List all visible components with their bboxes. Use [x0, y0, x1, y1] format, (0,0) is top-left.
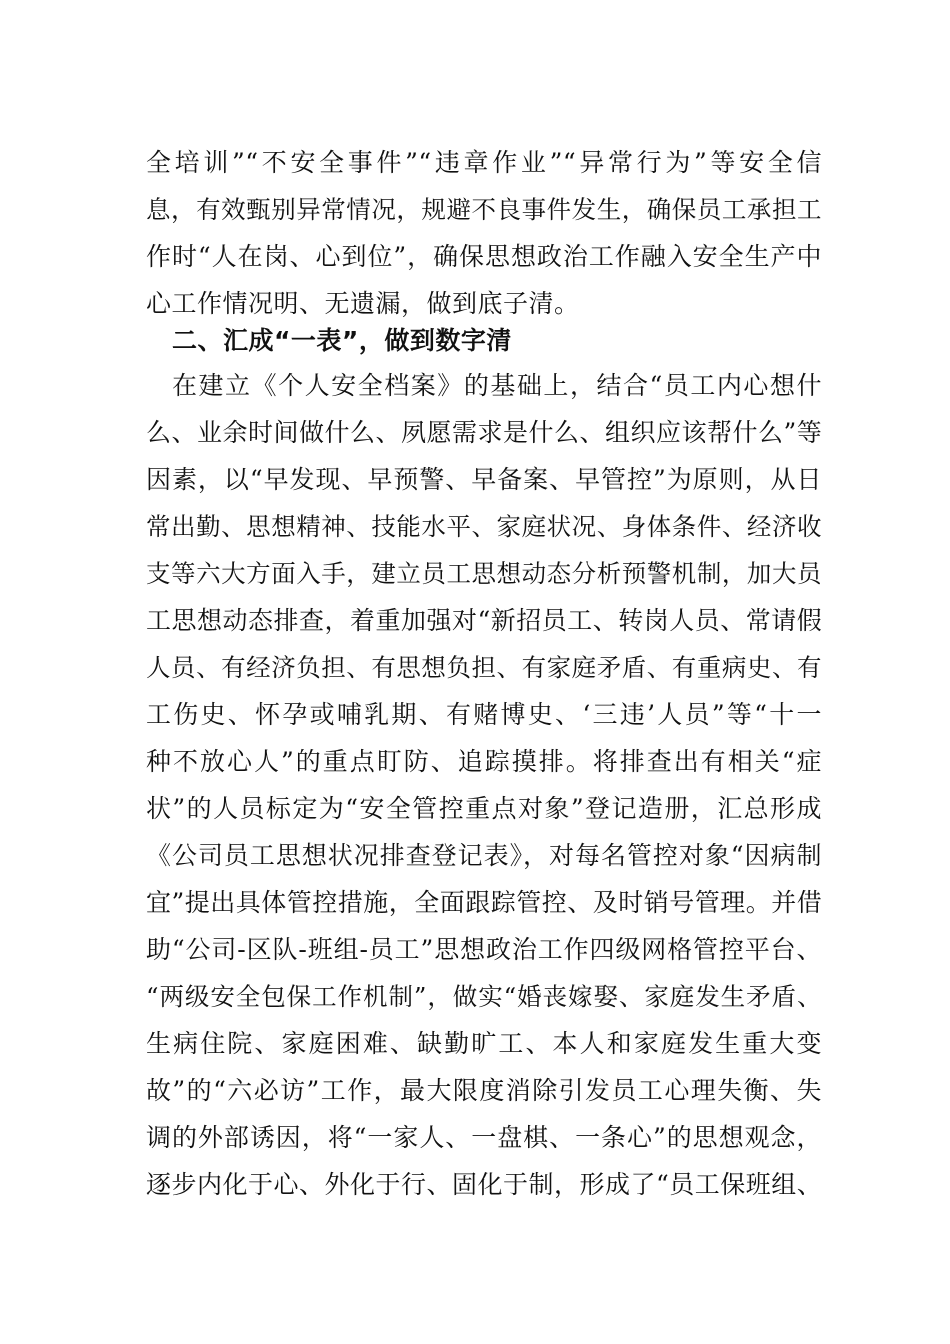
paragraph-2-line-16: 故”的“六必访”工作，最大限度消除引发员工心理失衡、失	[146, 1076, 822, 1105]
paragraph-2-line-2: 么、业余时间做什么、夙愿需求是什么、组织应该帮什么”等	[146, 418, 823, 447]
paragraph-2-line-10: 状”的人员标定为“安全管控重点对象”登记造册，汇总形成	[146, 794, 822, 823]
paragraph-2-line-3: 因素，以“早发现、早预警、早备案、早管控”为原则，从日	[146, 465, 822, 494]
paragraph-2-line-1: 在建立《个人安全档案》的基础上，结合“员工内心想什	[172, 371, 822, 400]
paragraph-2-line-11: 《公司员工思想状况排查登记表》，对每名管控对象“因病制	[146, 841, 822, 870]
paragraph-1-line-4: 心工作情况明、无遗漏，做到底子清。	[146, 289, 580, 318]
paragraph-2-line-12: 宜”提出具体管控措施，全面跟踪管控、及时销号管理。并借	[146, 888, 823, 917]
paragraph-1-line-2: 息，有效甄别异常情况，规避不良事件发生，确保员工承担工	[146, 195, 822, 224]
paragraph-2-line-17: 调的外部诱因，将“一家人、一盘棋、一条心”的思想观念，	[146, 1123, 822, 1152]
paragraph-2-line-18: 逐步内化于心、外化于行、固化于制，形成了“员工保班组、	[146, 1170, 823, 1199]
paragraph-2-line-15: 生病住院、家庭困难、缺勤旷工、本人和家庭发生重大变	[146, 1029, 822, 1058]
paragraph-2-line-6: 工思想动态排查，着重加强对“新招员工、转岗人员、常请假	[146, 606, 823, 635]
paragraph-2-line-4: 常出勤、思想精神、技能水平、家庭状况、身体条件、经济收	[146, 512, 822, 541]
paragraph-2-line-14: “两级安全包保工作机制”，做实“婚丧嫁娶、家庭发生矛盾、	[146, 982, 822, 1011]
paragraph-1-line-1: 全培训”“不安全事件”“违章作业”“异常行为”等安全信	[146, 148, 822, 177]
paragraph-1-line-3: 作时“人在岗、心到位”，确保思想政治工作融入安全生产中	[146, 242, 822, 271]
paragraph-2-line-8: 工伤史、怀孕或哺乳期、有赌博史、‘三违’人员”等“十一	[146, 700, 822, 729]
paragraph-2-line-13: 助“公司-区队-班组-员工”思想政治工作四级网格管控平台、	[146, 935, 822, 964]
section-heading: 二、汇成“一表”，做到数字清	[172, 326, 512, 355]
paragraph-2-line-5: 支等六大方面入手，建立员工思想动态分析预警机制，加大员	[146, 559, 822, 588]
paragraph-2-line-7: 人员、有经济负担、有思想负担、有家庭矛盾、有重病史、有	[146, 653, 822, 682]
paragraph-2-line-9: 种不放心人”的重点盯防、追踪摸排。将排查出有相关“症	[146, 747, 822, 776]
